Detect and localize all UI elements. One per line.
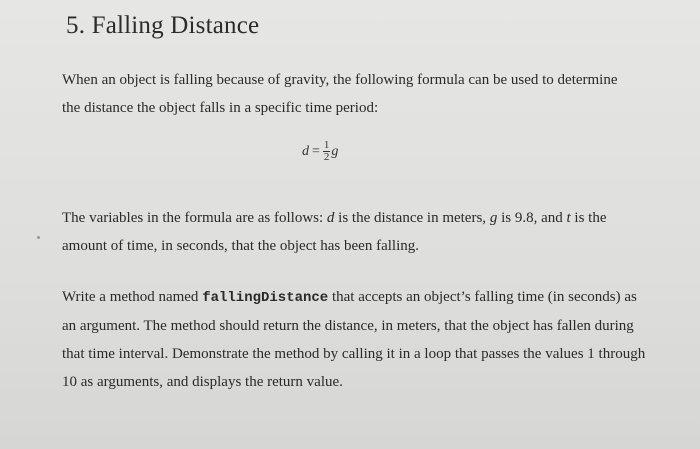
formula-equals: = (312, 143, 320, 159)
task-text-1: Write a method named (62, 289, 203, 305)
variables-text-4: is the amount of time, in seconds, that the object has been falling. (62, 210, 607, 254)
variable-d: d (326, 210, 335, 226)
variables-text-1: The variables in the formula are as follows: (62, 210, 327, 226)
intro-paragraph: When an object is falling because of gravity, the following formula can be used to determine the distance the object falls in a specific time period: (62, 72, 618, 116)
method-name-code: fallingDistance (202, 290, 329, 306)
task-paragraph (62, 283, 652, 396)
formula-lhs: d (302, 143, 309, 159)
formula-fraction (323, 140, 331, 163)
task-text-2: that accepts an object’s falling time (in seconds) as an argument. The method should return the distance, in meters, that the object has fallen during that time interval. Demonstrate the method by calling it in a loop that passes the values 1 through 10 as arguments, and displays the return value. (62, 289, 646, 390)
formula-numerator: 1 (323, 139, 330, 151)
margin-dot (37, 236, 40, 239)
formula (302, 140, 338, 163)
formula-denominator: 2 (323, 151, 330, 163)
variables-paragraph (62, 204, 652, 260)
variables-text-2: is the distance in meters, (334, 210, 490, 226)
variable-g: g (489, 210, 498, 226)
variables-text-3: is 9.8, and (497, 210, 567, 226)
section-title: 5. Falling Distance (66, 12, 260, 39)
formula-term: g (331, 143, 339, 159)
variable-t: t (566, 210, 571, 226)
